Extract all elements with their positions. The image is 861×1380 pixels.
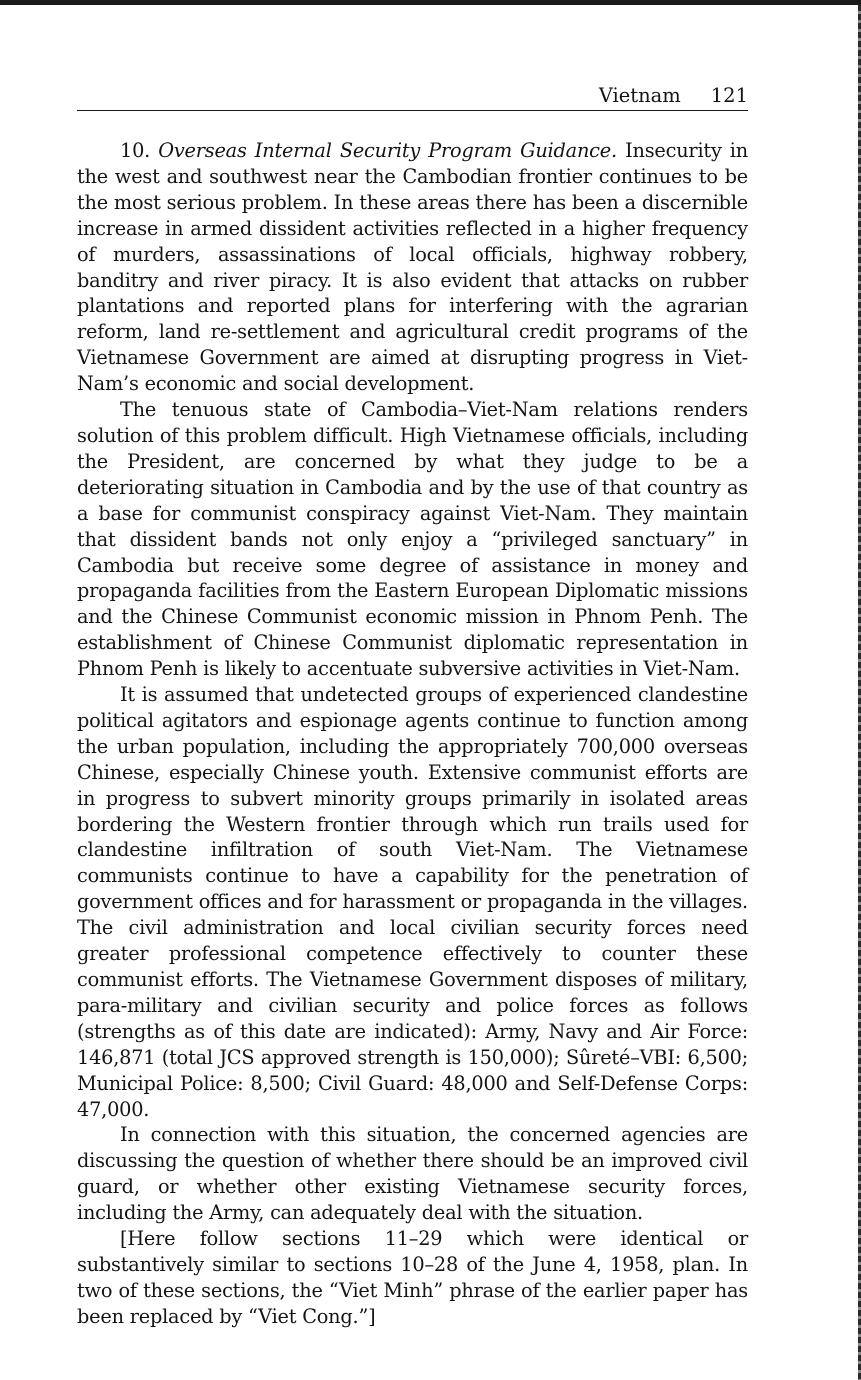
page-top-edge <box>0 0 861 5</box>
page-number: 121 <box>710 84 748 107</box>
document-body <box>77 138 748 1330</box>
paragraph-cambodia-relations: The tenuous state of Cambodia–Viet-Nam relations renders solution of this problem difficult. High Vietnamese officials, including the President, are concerned by what they judge to be a deteriorating situation in Cambodia and by the use of that country as a base for communist conspiracy against Viet-Nam. They maintain that dissident bands not only enjoy a “privileged sanctuary” in Cambodia but receive some degree of assistance in money and propaganda facilities from the Eastern European Diplomatic missions and the Chinese Communist economic mission in Phnom Penh. The establishment of Chinese Communist diplomatic representation in Phnom Penh is likely to accentuate subversive activities in Viet-Nam. <box>77 398 748 681</box>
section-title: Overseas Internal Security Program Guidance. <box>158 139 617 162</box>
paragraph-agencies-discussion: In connection with this situation, the concerned agencies are discussing the question of whether there should be an improved civil guard, or whether other existing Vietnamese security forces, including the Army, can adequately deal with the situation. <box>77 1123 748 1225</box>
section-number: 10. <box>120 139 151 162</box>
running-title: Vietnam <box>598 84 681 107</box>
paragraph-section-10 <box>77 138 748 397</box>
running-header <box>77 82 748 111</box>
paragraph-text: Insecurity in the west and southwest near the Cambodian frontier continues to be the most serious problem. In these areas there has been a discernible increase in armed dissident activities reflected in a higher frequency of murders, assassinations of local officials, highway robbery, banditry and river piracy. It is also evident that attacks on rubber plantations and reported plans for interfering with the agrarian reform, land re-settlement and agricultural credit programs of the Vietnamese Government are aimed at disrupting progress in Viet-Nam’s economic and social development. <box>77 139 748 396</box>
paragraph-clandestine-groups: It is assumed that undetected groups of experienced clandestine political agitators and espionage agents continue to function among the urban population, including the appropriately 700,000 overseas Chinese, especially Chinese youth. Extensive communist efforts are in progress to subvert minority groups primarily in isolated areas bordering the Western frontier through which run trails used for clandestine infiltration of south Viet-Nam. The Vietnamese communists continue to have a capability for the penetration of government offices and for harassment or propaganda in the villages. The civil administration and local civilian security forces need greater professional competence effectively to counter these communist efforts. The Vietnamese Government disposes of military, para-military and civilian security and police forces as follows (strengths as of this date are indicated): Army, Navy and Air Force: 146,871 (total JCS approved strength is 150,000); Sûreté–VBI: 6,500; Municipal Police: 8,500; Civil Guard: 48,000 and Self-Defense Corps: 47,000. <box>77 683 748 1121</box>
paragraph-editorial-note: [Here follow sections 11–29 which were identical or substantively similar to sections 10–28 of the June 4, 1958, plan. In two of these sections, the “Viet Minh” phrase of the earlier paper has been replaced by “Viet Cong.”] <box>77 1227 748 1328</box>
